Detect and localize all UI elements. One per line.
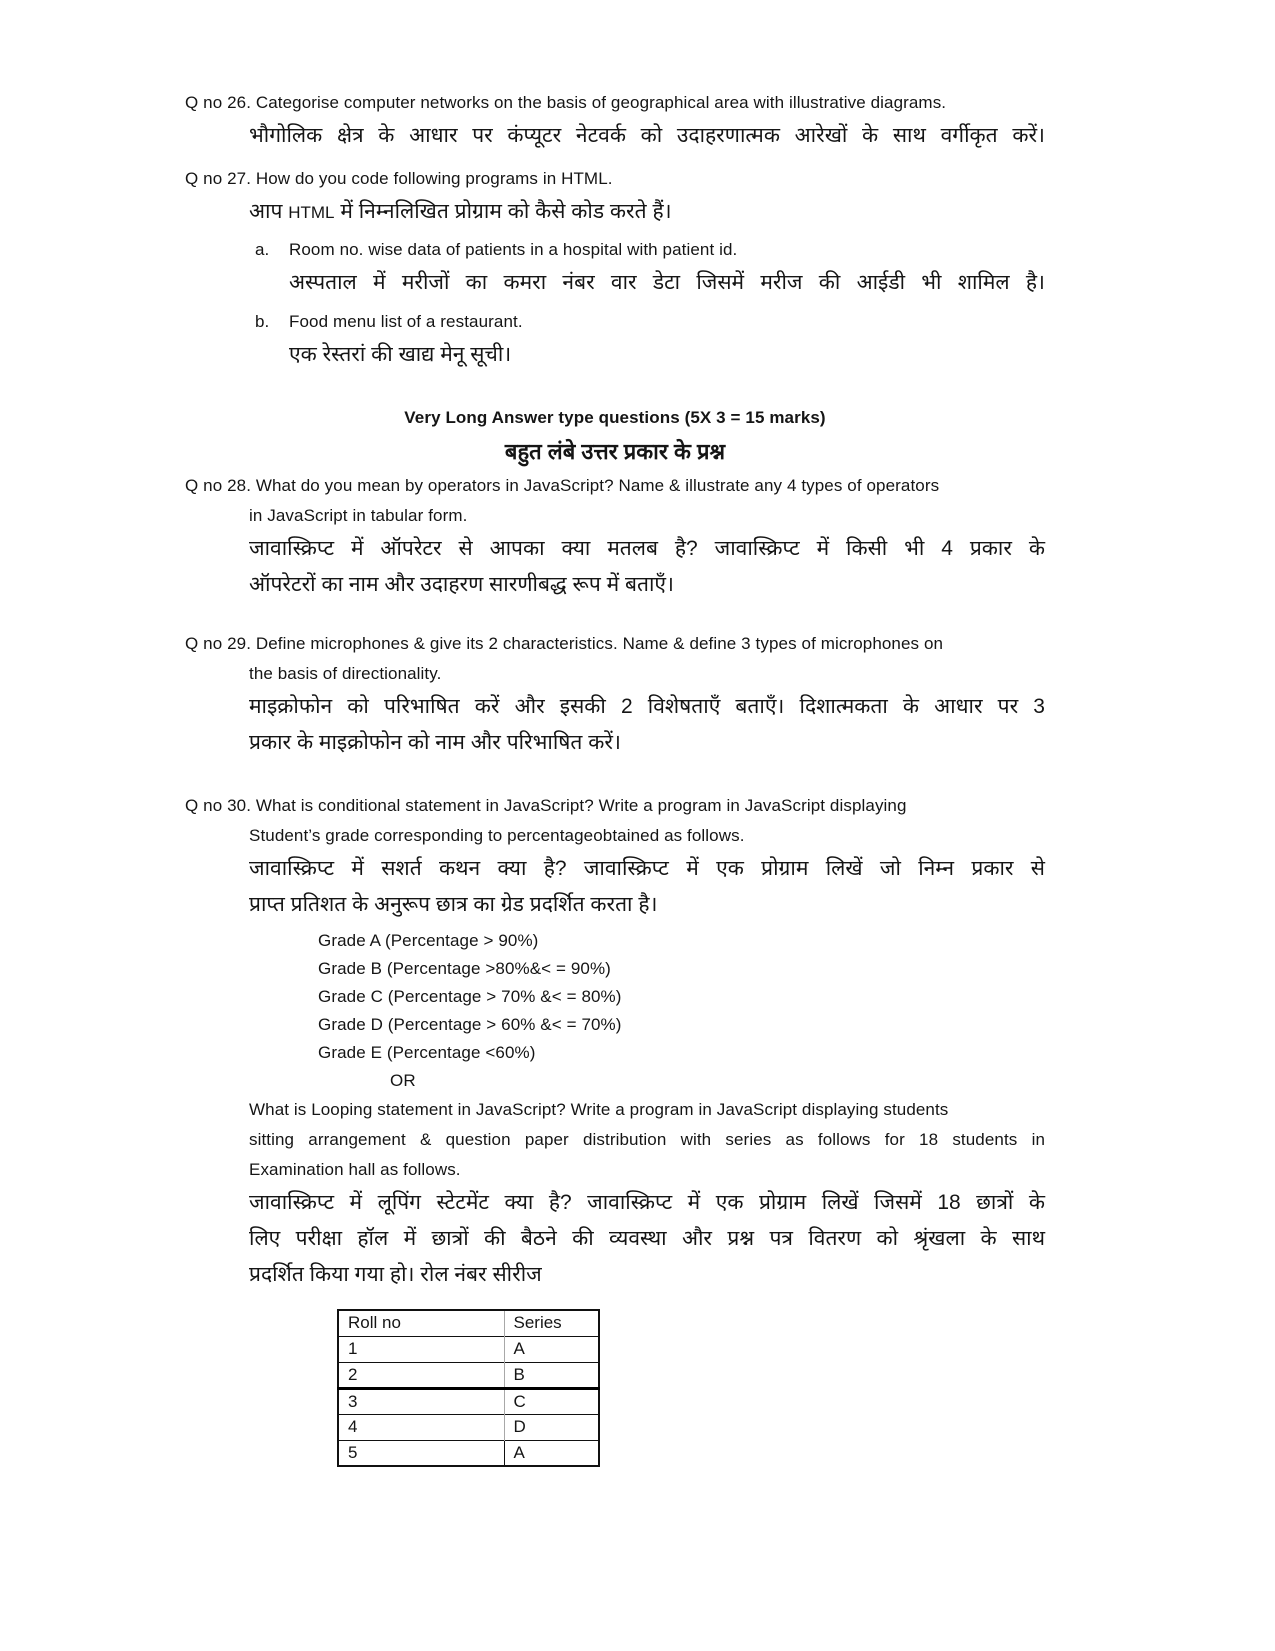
table-header-series: Series <box>504 1310 599 1336</box>
alt-question-hindi-line2: लिए परीक्षा हॉल में छात्रों की बैठने की व्यवस्था और प्रश्न पत्र वितरण को श्रृंखला के साथ <box>249 1227 1045 1250</box>
q27-hindi-latin-html: HTML <box>288 203 335 222</box>
question-28-hindi-line2: ऑपरेटरों का नाम और उदाहरण सारणीबद्ध रूप में बताएँ। <box>249 573 674 596</box>
grade-line-e: Grade E (Percentage <60%) <box>318 1043 536 1062</box>
q27-hindi-pre: आप <box>249 200 289 223</box>
q27-hindi-post: में निम्नलिखित प्रोग्राम को कैसे कोड करते हैं। <box>334 200 672 223</box>
table-header-row <box>338 1310 599 1336</box>
table-cell-series: A <box>504 1440 599 1466</box>
table-row <box>338 1336 599 1362</box>
list-item-a-english <box>255 235 1045 265</box>
list-item-a-text: Room no. wise data of patients in a hospital with patient id. <box>289 240 738 259</box>
grade-line-c: Grade C (Percentage > 70% &< = 80%) <box>318 987 622 1006</box>
list-item-a-hindi: अस्पताल में मरीजों का कमरा नंबर वार डेटा जिसमें मरीज की आईडी भी शामिल है। <box>289 271 1045 294</box>
table-cell-rollno: 5 <box>338 1440 504 1466</box>
question-28-hindi-line1: जावास्क्रिप्ट में ऑपरेटर से आपका क्या मतलब है? जावास्क्रिप्ट में किसी भी 4 प्रकार के <box>249 537 1045 560</box>
list-item-b-marker: b. <box>255 312 270 331</box>
table-cell-rollno: 2 <box>338 1362 504 1388</box>
grade-line-b: Grade B (Percentage >80%&< = 90%) <box>318 959 611 978</box>
table-row <box>338 1440 599 1466</box>
question-30-hindi-line2: प्राप्त प्रतिशत के अनुरूप छात्र का ग्रेड प्रदर्शित करता है। <box>249 893 658 916</box>
table-cell-series: B <box>504 1362 599 1388</box>
table-header-rollno: Roll no <box>338 1310 504 1336</box>
grade-line-d: Grade D (Percentage > 60% &< = 70%) <box>318 1015 622 1034</box>
question-28-english-line1: Q no 28. What do you mean by operators in JavaScript? Name & illustrate any 4 types of operators <box>185 476 940 495</box>
question-27-english: Q no 27. How do you code following programs in HTML. <box>185 169 613 188</box>
question-29-hindi-line2: प्रकार के माइक्रोफोन को नाम और परिभाषित करें। <box>249 731 621 754</box>
alt-question-english-line1: What is Looping statement in JavaScript? Write a program in JavaScript displaying students <box>249 1100 949 1119</box>
question-26-english: Q no 26. Categorise computer networks on the basis of geographical area with illustrative diagrams. <box>185 93 947 112</box>
question-29-english-line2: the basis of directionality. <box>249 664 442 683</box>
question-29-english-line1: Q no 29. Define microphones & give its 2 characteristics. Name & define 3 types of microphones on <box>185 634 944 653</box>
question-30-english-line2: Student’s grade corresponding to percentageobtained as follows. <box>249 826 745 845</box>
question-30-hindi-line1: जावास्क्रिप्ट में सशर्त कथन क्या है? जावास्क्रिप्ट में एक प्रोग्राम लिखें जो निम्न प्रकार से <box>249 857 1045 880</box>
grade-line-a: Grade A (Percentage > 90%) <box>318 931 539 950</box>
roll-series-table <box>337 1309 600 1467</box>
list-item-a-marker: a. <box>255 240 270 259</box>
question-28-english-line2: in JavaScript in tabular form. <box>249 506 468 525</box>
question-27-hindi <box>249 194 1045 231</box>
table-row <box>338 1414 599 1440</box>
exam-paper-content <box>185 88 1045 1467</box>
alt-question-english-line3: Examination hall as follows. <box>249 1160 461 1179</box>
alt-question-english-line2: sitting arrangement & question paper distribution with series as follows for 18 students in <box>249 1130 1045 1149</box>
or-separator: OR <box>390 1071 416 1090</box>
table-cell-rollno: 4 <box>338 1414 504 1440</box>
list-item-b-text: Food menu list of a restaurant. <box>289 312 523 331</box>
question-26-hindi: भौगोलिक क्षेत्र के आधार पर कंप्यूटर नेटवर्क को उदाहरणात्मक आरेखों के साथ वर्गीकृत करें। <box>249 124 1045 147</box>
table-row <box>338 1388 599 1414</box>
table-cell-series: A <box>504 1336 599 1362</box>
alt-question-hindi-line1: जावास्क्रिप्ट में लूपिंग स्टेटमेंट क्या है? जावास्क्रिप्ट में एक प्रोग्राम लिखें जिसमें 18 छात्रों के <box>249 1191 1045 1214</box>
table-cell-rollno: 3 <box>338 1388 504 1414</box>
list-item-b-hindi: एक रेस्तरां की खाद्य मेनू सूची। <box>289 343 512 366</box>
table-row <box>338 1362 599 1388</box>
table-cell-rollno: 1 <box>338 1336 504 1362</box>
section-heading-hindi: बहुत लंबे उत्तर प्रकार के प्रश्न <box>504 439 726 464</box>
table-cell-series: C <box>504 1388 599 1414</box>
section-heading-english: Very Long Answer type questions (5X 3 = 15 marks) <box>404 408 826 427</box>
question-30-english-line1: Q no 30. What is conditional statement in JavaScript? Write a program in JavaScript displaying <box>185 796 907 815</box>
list-item-b-english <box>255 307 1045 337</box>
table-cell-series: D <box>504 1414 599 1440</box>
question-29-hindi-line1: माइक्रोफोन को परिभाषित करें और इसकी 2 विशेषताएँ बताएँ। दिशात्मकता के आधार पर 3 <box>249 695 1045 718</box>
alt-question-hindi-line3: प्रदर्शित किया गया हो। रोल नंबर सीरीज <box>249 1263 542 1286</box>
